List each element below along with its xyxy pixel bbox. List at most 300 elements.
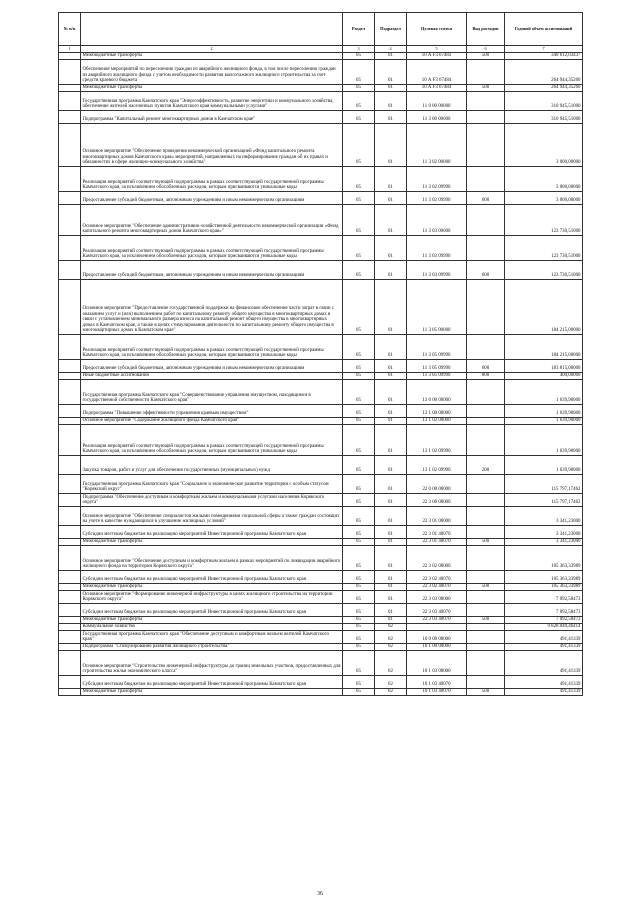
row-sum-cell: 491,41339 (505, 689, 583, 696)
row-name-cell: Субсидии местным бюджетам на реализацию мероприятий Инвестиционной программы Камчатского края (81, 571, 343, 584)
row-number-cell (59, 507, 81, 526)
row-vr-cell (467, 475, 505, 494)
table-row (59, 475, 583, 494)
row-csr-cell: 10 А F3 67484 (407, 85, 467, 92)
row-sum-cell: 1 639,90000 (505, 380, 583, 405)
row-podrazdel-cell: 01 (375, 85, 407, 92)
table-row (59, 604, 583, 617)
row-number-cell (59, 85, 81, 92)
row-csr-cell: 10 А F3 67484 (407, 60, 467, 85)
row-name-cell: Основное мероприятие "Строительство инженерной инфраструктуры до границ земельных участков, предоставленных для строительства жилья экономического класса" (81, 651, 343, 676)
column-index: 1 (59, 46, 81, 53)
header-num: № п/п (59, 13, 81, 46)
row-sum-cell: 105 363,33989 (505, 571, 583, 584)
row-name-cell: Субсидии местным бюджетам на реализацию мероприятий Инвестиционной программы Камчатского края (81, 676, 343, 689)
row-vr-cell (467, 111, 505, 124)
row-podrazdel-cell: 01 (375, 494, 407, 507)
row-name-cell: Межбюджетные трансферты (81, 53, 343, 60)
row-razdel-cell: 05 (343, 111, 375, 124)
row-vr-cell (467, 676, 505, 689)
row-podrazdel-cell: 01 (375, 236, 407, 261)
row-vr-cell (467, 405, 505, 418)
row-vr-cell (467, 526, 505, 539)
row-podrazdel-cell: 01 (375, 92, 407, 111)
row-csr-cell: 22 3 00 00000 (407, 494, 467, 507)
row-razdel-cell: 05 (343, 689, 375, 696)
row-name-cell: Основное мероприятие "Обеспечение административно-хозяйственной деятельности некоммерческой организации «Фонд капитального ремонта многоквартирных домов Камчатского края»" (81, 205, 343, 236)
row-name-cell: Закупка товаров, работ и услуг для обеспечения государственных (муниципальных) нужд (81, 456, 343, 475)
row-podrazdel-cell: 02 (375, 644, 407, 651)
row-number-cell (59, 92, 81, 111)
table-row (59, 418, 583, 425)
row-csr-cell: 10 1 03 40070 (407, 689, 467, 696)
row-csr-cell: 22 3 02 00000 (407, 546, 467, 571)
row-vr-cell (467, 92, 505, 111)
column-index: 5 (407, 46, 467, 53)
row-number-cell (59, 335, 81, 360)
row-sum-cell: 184 215,00000 (505, 335, 583, 360)
table-row (59, 167, 583, 192)
row-sum-cell: 7 092,58473 (505, 617, 583, 624)
row-razdel-cell: 05 (343, 380, 375, 405)
table-row (59, 425, 583, 456)
column-index: 2 (81, 46, 343, 53)
row-name-cell: Обеспечение мероприятий по переселению граждан из аварийного жилищного фонда, в том числе переселению граждан из аварийного жилищного фонда с учетом необходимости развития малоэтажного жилищного строительства за счет средств краевого бюджета (81, 60, 343, 85)
row-name-cell: Основное мероприятие "Обеспечение проведения некоммерческой организацией «Фонд капитального ремонта многоквартирных домов Камчатского края» мероприятий, направленных на информирование граждан об их правах и обязанностях в сфере жилищно-коммунального хозяйства" (81, 124, 343, 167)
header-razdel: Раздел (343, 13, 375, 46)
row-name-cell: Основное мероприятие "Обеспечение специалистов жилыми помещениями социальной сферы а также граждан состоящих на учете в качестве нуждающихся в улучшение жилищных условий" (81, 507, 343, 526)
row-name-cell: Реализация мероприятий соответствующей подпрограммы в рамках соответствующей государственной программы Камчатского края, за исключением обособленных расходов, которым присваиваются уникальные коды (81, 335, 343, 360)
row-podrazdel-cell: 01 (375, 373, 407, 380)
table-row (59, 205, 583, 236)
row-csr-cell: 22 3 01 00000 (407, 507, 467, 526)
row-vr-cell: 800 (467, 373, 505, 380)
row-number-cell (59, 380, 81, 405)
row-csr-cell: 11 3 05 09990 (407, 373, 467, 380)
row-vr-cell (467, 571, 505, 584)
row-razdel-cell: 05 (343, 584, 375, 591)
row-sum-cell: 310 945,51000 (505, 92, 583, 111)
row-name-cell: Подпрограмма "Обеспечение доступным и комфортным жильем и коммунальными услугами населения Корякского округа" (81, 494, 343, 507)
row-sum-cell: 264 944,35260 (505, 85, 583, 92)
row-csr-cell: 22 3 01 40070 (407, 526, 467, 539)
row-razdel-cell: 05 (343, 676, 375, 689)
row-razdel-cell: 05 (343, 373, 375, 380)
row-sum-cell: 115 797,17462 (505, 475, 583, 494)
row-razdel-cell: 05 (343, 53, 375, 60)
table-header-row (59, 13, 583, 46)
row-vr-cell (467, 591, 505, 604)
row-csr-cell: 10 1 00 00000 (407, 644, 467, 651)
row-number-cell (59, 571, 81, 584)
row-csr-cell: 22 3 02 40070 (407, 584, 467, 591)
row-number-cell (59, 584, 81, 591)
row-podrazdel-cell: 01 (375, 546, 407, 571)
row-sum-cell: 3 000,00000 (505, 167, 583, 192)
row-razdel-cell: 05 (343, 92, 375, 111)
row-razdel-cell: 05 (343, 571, 375, 584)
column-index-row (59, 46, 583, 53)
table-row (59, 507, 583, 526)
row-csr-cell: 11 3 02 00000 (407, 124, 467, 167)
row-sum-cell: 491,41339 (505, 676, 583, 689)
row-podrazdel-cell: 01 (375, 205, 407, 236)
row-name-cell: Предоставление субсидий бюджетным, автономным учреждениям и иным некоммерческим организациям (81, 192, 343, 205)
row-razdel-cell: 05 (343, 60, 375, 85)
header-podrazdel: Подраздел (375, 13, 407, 46)
row-podrazdel-cell: 02 (375, 689, 407, 696)
row-name-cell: Иные бюджетные ассигнования (81, 373, 343, 380)
row-number-cell (59, 205, 81, 236)
row-podrazdel-cell: 01 (375, 261, 407, 280)
row-sum-cell: 491,41339 (505, 651, 583, 676)
row-podrazdel-cell: 01 (375, 53, 407, 60)
row-razdel-cell: 05 (343, 167, 375, 192)
row-podrazdel-cell: 01 (375, 539, 407, 546)
row-vr-cell: 600 (467, 261, 505, 280)
row-csr-cell: 22 3 01 40070 (407, 539, 467, 546)
row-number-cell (59, 261, 81, 280)
row-name-cell: Субсидии местным бюджетам на реализацию мероприятий Инвестиционной программы Камчатского края (81, 604, 343, 617)
row-sum-cell: 3 000,00000 (505, 124, 583, 167)
row-name-cell: Государственная программа Камчатского края "Совершенствование управления имуществом, находящимся в государственной собственности Камчатского края" (81, 380, 343, 405)
row-sum-cell: 310 945,51000 (505, 111, 583, 124)
row-sum-cell: 3 000,00000 (505, 192, 583, 205)
row-razdel-cell: 05 (343, 418, 375, 425)
row-name-cell: Основное мероприятие "Предоставление государственной поддержки на финансовое обеспечение части затрат в связи с оказанием услуг и (или) выполнением работ по капитальному ремонту общего имущества в многоквартирных домах в связи с установлением минимального размера взноса на капитальный ремонт общего имущества в многоквартирных домах в Камчатском крае, а также в целях стимулирования деятельности по капитальному ремонту общего имущества в многоквартирных домах в Камчатском крае" (81, 280, 343, 335)
table-row (59, 380, 583, 405)
table-row (59, 539, 583, 546)
row-vr-cell: 500 (467, 53, 505, 60)
table-row (59, 360, 583, 373)
row-name-cell: Субсидии местным бюджетам на реализацию мероприятий Инвестиционной программы Камчатского края (81, 526, 343, 539)
table-row (59, 373, 583, 380)
row-csr-cell: 22 3 03 40070 (407, 617, 467, 624)
row-csr-cell: 10 1 03 40070 (407, 676, 467, 689)
row-vr-cell (467, 418, 505, 425)
row-sum-cell: 115 797,17462 (505, 494, 583, 507)
row-razdel-cell: 05 (343, 405, 375, 418)
row-name-cell: Предоставление субсидий бюджетным, автономным учреждениям и иным некоммерческим организациям (81, 360, 343, 373)
row-csr-cell: 11 3 03 00000 (407, 205, 467, 236)
row-number-cell (59, 546, 81, 571)
header-csr: Целевая статья (407, 13, 467, 46)
row-csr-cell: 22 3 02 40070 (407, 571, 467, 584)
row-name-cell: Подпрограмма "Стимулирование развития жилищного строительства" (81, 644, 343, 651)
table-row (59, 192, 583, 205)
row-podrazdel-cell: 01 (375, 111, 407, 124)
row-vr-cell (467, 644, 505, 651)
row-name-cell: Межбюджетные трансферты (81, 539, 343, 546)
row-vr-cell: 600 (467, 192, 505, 205)
table-row (59, 644, 583, 651)
table-row (59, 60, 583, 85)
row-number-cell (59, 167, 81, 192)
row-number-cell (59, 360, 81, 373)
row-name-cell: Основное мероприятие "Формирование инженерной инфраструктуры в целях жилищного строительства на территории Корякского округа" (81, 591, 343, 604)
row-name-cell: Государственная программа Камчатского края "Социальное и экономическое развитие территории с особым статусом "Корякский округ" (81, 475, 343, 494)
row-razdel-cell: 05 (343, 280, 375, 335)
row-podrazdel-cell: 01 (375, 507, 407, 526)
row-razdel-cell: 05 (343, 494, 375, 507)
row-razdel-cell: 05 (343, 205, 375, 236)
row-name-cell: Межбюджетные трансферты (81, 689, 343, 696)
row-sum-cell: 9 828 040,46414 (505, 624, 583, 631)
row-number-cell (59, 526, 81, 539)
row-number-cell (59, 236, 81, 261)
row-vr-cell (467, 507, 505, 526)
table-row (59, 617, 583, 624)
row-vr-cell: 200 (467, 456, 505, 475)
row-razdel-cell: 05 (343, 192, 375, 205)
row-csr-cell: 11 3 03 09990 (407, 261, 467, 280)
row-sum-cell: 123 730,51000 (505, 205, 583, 236)
row-sum-cell: 3 341,23000 (505, 539, 583, 546)
row-razdel-cell: 05 (343, 335, 375, 360)
row-podrazdel-cell: 01 (375, 604, 407, 617)
table-row (59, 85, 583, 92)
row-csr-cell: 13 1 02 09990 (407, 456, 467, 475)
row-razdel-cell: 05 (343, 591, 375, 604)
row-razdel-cell: 05 (343, 539, 375, 546)
table-row (59, 526, 583, 539)
row-number-cell (59, 124, 81, 167)
table-row (59, 280, 583, 335)
table-row (59, 676, 583, 689)
row-number-cell (59, 676, 81, 689)
row-razdel-cell: 05 (343, 604, 375, 617)
row-csr-cell: 11 3 05 00000 (407, 280, 467, 335)
row-csr-cell: 22 0 00 00000 (407, 475, 467, 494)
row-number-cell (59, 456, 81, 475)
row-number-cell (59, 405, 81, 418)
row-podrazdel-cell: 01 (375, 425, 407, 456)
row-vr-cell: 600 (467, 360, 505, 373)
row-razdel-cell: 05 (343, 651, 375, 676)
table-row (59, 236, 583, 261)
table-row (59, 405, 583, 418)
row-vr-cell (467, 425, 505, 456)
row-vr-cell: 500 (467, 539, 505, 546)
row-csr-cell (407, 624, 467, 631)
row-sum-cell: 491,41339 (505, 644, 583, 651)
row-sum-cell: 123 730,51000 (505, 261, 583, 280)
row-name-cell: Государственная программа Камчатского края "Энергоэффективность, развитие энергетики и коммунального хозяйства, обеспечение жителей населенных пунктов Камчатского края коммунальными услугами" (81, 92, 343, 111)
header-sum: Годовой объем ассигнований (505, 13, 583, 46)
row-podrazdel-cell: 01 (375, 360, 407, 373)
table-row (59, 111, 583, 124)
row-vr-cell: 500 (467, 85, 505, 92)
row-number-cell (59, 624, 81, 631)
table-row (59, 624, 583, 631)
row-csr-cell: 11 3 05 09990 (407, 335, 467, 360)
table-row (59, 92, 583, 111)
table-row (59, 456, 583, 475)
row-number-cell (59, 373, 81, 380)
table-body (59, 53, 583, 696)
row-podrazdel-cell: 01 (375, 526, 407, 539)
row-vr-cell (467, 280, 505, 335)
row-number-cell (59, 418, 81, 425)
row-vr-cell (467, 335, 505, 360)
header-vr: Вид расходов (467, 13, 505, 46)
row-vr-cell (467, 380, 505, 405)
row-razdel-cell: 05 (343, 507, 375, 526)
row-vr-cell (467, 546, 505, 571)
row-name-cell: Реализация мероприятий соответствующей подпрограммы в рамках соответствующей государственной программы Камчатского края, за исключением обособленных расходов, которым присваиваются уникальные коды (81, 236, 343, 261)
row-sum-cell: 340 612,03437 (505, 53, 583, 60)
row-number-cell (59, 192, 81, 205)
row-podrazdel-cell: 01 (375, 335, 407, 360)
table-row (59, 494, 583, 507)
row-podrazdel-cell: 01 (375, 571, 407, 584)
row-razdel-cell: 05 (343, 456, 375, 475)
row-sum-cell: 183 815,00000 (505, 360, 583, 373)
row-csr-cell: 11 3 00 00000 (407, 111, 467, 124)
row-sum-cell: 7 092,58473 (505, 591, 583, 604)
row-vr-cell (467, 167, 505, 192)
row-razdel-cell: 05 (343, 425, 375, 456)
row-vr-cell (467, 631, 505, 644)
row-vr-cell (467, 624, 505, 631)
row-sum-cell: 3 341,23000 (505, 526, 583, 539)
row-razdel-cell: 05 (343, 124, 375, 167)
row-sum-cell: 491,41339 (505, 631, 583, 644)
row-csr-cell: 10 0 00 00000 (407, 631, 467, 644)
budget-page (58, 12, 582, 696)
row-podrazdel-cell: 01 (375, 584, 407, 591)
row-razdel-cell: 05 (343, 624, 375, 631)
row-csr-cell: 10 А F3 67483 (407, 53, 467, 60)
table-row (59, 584, 583, 591)
row-vr-cell (467, 124, 505, 167)
row-csr-cell: 22 3 03 40070 (407, 604, 467, 617)
row-number-cell (59, 53, 81, 60)
table-row (59, 546, 583, 571)
row-sum-cell: 1 639,90000 (505, 418, 583, 425)
row-csr-cell: 22 3 03 00000 (407, 591, 467, 604)
row-razdel-cell: 05 (343, 85, 375, 92)
column-index: 7 (505, 46, 583, 53)
row-sum-cell: 184 215,00000 (505, 280, 583, 335)
row-podrazdel-cell: 01 (375, 124, 407, 167)
row-sum-cell: 1 639,90000 (505, 405, 583, 418)
row-number-cell (59, 689, 81, 696)
row-csr-cell: 11 3 02 09990 (407, 167, 467, 192)
row-podrazdel-cell: 01 (375, 167, 407, 192)
row-razdel-cell: 05 (343, 546, 375, 571)
row-sum-cell: 400,00000 (505, 373, 583, 380)
row-name-cell: Государственная программа Камчатского края "Обеспечение доступным и комфортным жильем жителей Камчатского края" (81, 631, 343, 644)
row-number-cell (59, 111, 81, 124)
row-name-cell: Реализация мероприятий соответствующей подпрограммы в рамках соответствующей государственной программы Камчатского края, за исключением обособленных расходов, которым присваиваются уникальные коды (81, 167, 343, 192)
column-index: 3 (343, 46, 375, 53)
row-sum-cell: 105 363,33989 (505, 546, 583, 571)
row-number-cell (59, 494, 81, 507)
row-sum-cell: 1 639,90000 (505, 425, 583, 456)
row-number-cell (59, 591, 81, 604)
row-razdel-cell: 05 (343, 631, 375, 644)
row-vr-cell (467, 651, 505, 676)
table-row (59, 591, 583, 604)
row-number-cell (59, 539, 81, 546)
table-row (59, 335, 583, 360)
row-name-cell: Межбюджетные трансферты (81, 584, 343, 591)
row-number-cell (59, 651, 81, 676)
row-vr-cell (467, 60, 505, 85)
row-podrazdel-cell: 01 (375, 380, 407, 405)
row-csr-cell: 11 3 05 09990 (407, 360, 467, 373)
row-podrazdel-cell: 01 (375, 192, 407, 205)
table-row (59, 124, 583, 167)
row-podrazdel-cell: 01 (375, 405, 407, 418)
table-row (59, 631, 583, 644)
row-number-cell (59, 280, 81, 335)
row-podrazdel-cell: 01 (375, 60, 407, 85)
table-row (59, 261, 583, 280)
page-number: 36 (317, 891, 323, 897)
row-number-cell (59, 60, 81, 85)
row-podrazdel-cell: 02 (375, 624, 407, 631)
row-podrazdel-cell: 01 (375, 617, 407, 624)
row-podrazdel-cell: 01 (375, 456, 407, 475)
row-vr-cell (467, 236, 505, 261)
row-sum-cell: 264 944,35260 (505, 60, 583, 85)
row-podrazdel-cell: 01 (375, 591, 407, 604)
table-row (59, 571, 583, 584)
budget-table (58, 12, 583, 696)
row-vr-cell (467, 494, 505, 507)
row-vr-cell: 500 (467, 584, 505, 591)
row-podrazdel-cell: 01 (375, 418, 407, 425)
row-name-cell: Межбюджетные трансферты (81, 85, 343, 92)
row-number-cell (59, 631, 81, 644)
row-podrazdel-cell: 02 (375, 676, 407, 689)
row-csr-cell: 13 1 02 00000 (407, 418, 467, 425)
header-name (81, 13, 343, 46)
row-razdel-cell: 05 (343, 360, 375, 373)
row-sum-cell: 3 341,23000 (505, 507, 583, 526)
row-name-cell: Предоставление субсидий бюджетным, автономным учреждениям и иным некоммерческим организациям (81, 261, 343, 280)
row-number-cell (59, 475, 81, 494)
row-number-cell (59, 617, 81, 624)
row-number-cell (59, 604, 81, 617)
row-razdel-cell: 05 (343, 475, 375, 494)
row-vr-cell: 500 (467, 689, 505, 696)
row-csr-cell: 11 3 02 09990 (407, 192, 467, 205)
row-sum-cell: 105 363,33989 (505, 584, 583, 591)
row-podrazdel-cell: 01 (375, 280, 407, 335)
row-csr-cell: 10 1 03 00000 (407, 651, 467, 676)
row-number-cell (59, 644, 81, 651)
row-name-cell: Реализация мероприятий соответствующей подпрограммы в рамках соответствующей государственной программы Камчатского края, за исключением обособленных расходов, которым присваиваются уникальные коды (81, 425, 343, 456)
row-name-cell: Подпрограмма "Капитальный ремонт многоквартирных домов в Камчатском крае" (81, 111, 343, 124)
row-csr-cell: 13 1 02 09990 (407, 425, 467, 456)
row-vr-cell: 500 (467, 617, 505, 624)
row-podrazdel-cell: 02 (375, 651, 407, 676)
row-name-cell: Межбюджетные трансферты (81, 617, 343, 624)
row-csr-cell: 11 0 00 00000 (407, 92, 467, 111)
row-razdel-cell: 05 (343, 526, 375, 539)
row-number-cell (59, 425, 81, 456)
row-sum-cell: 123 730,51000 (505, 236, 583, 261)
column-index: 4 (375, 46, 407, 53)
row-name-cell: Подпрограмма "Повышение эффективности управления краевым имуществом" (81, 405, 343, 418)
row-podrazdel-cell: 01 (375, 475, 407, 494)
column-index: 6 (467, 46, 505, 53)
row-csr-cell: 11 3 03 09990 (407, 236, 467, 261)
row-razdel-cell: 05 (343, 261, 375, 280)
